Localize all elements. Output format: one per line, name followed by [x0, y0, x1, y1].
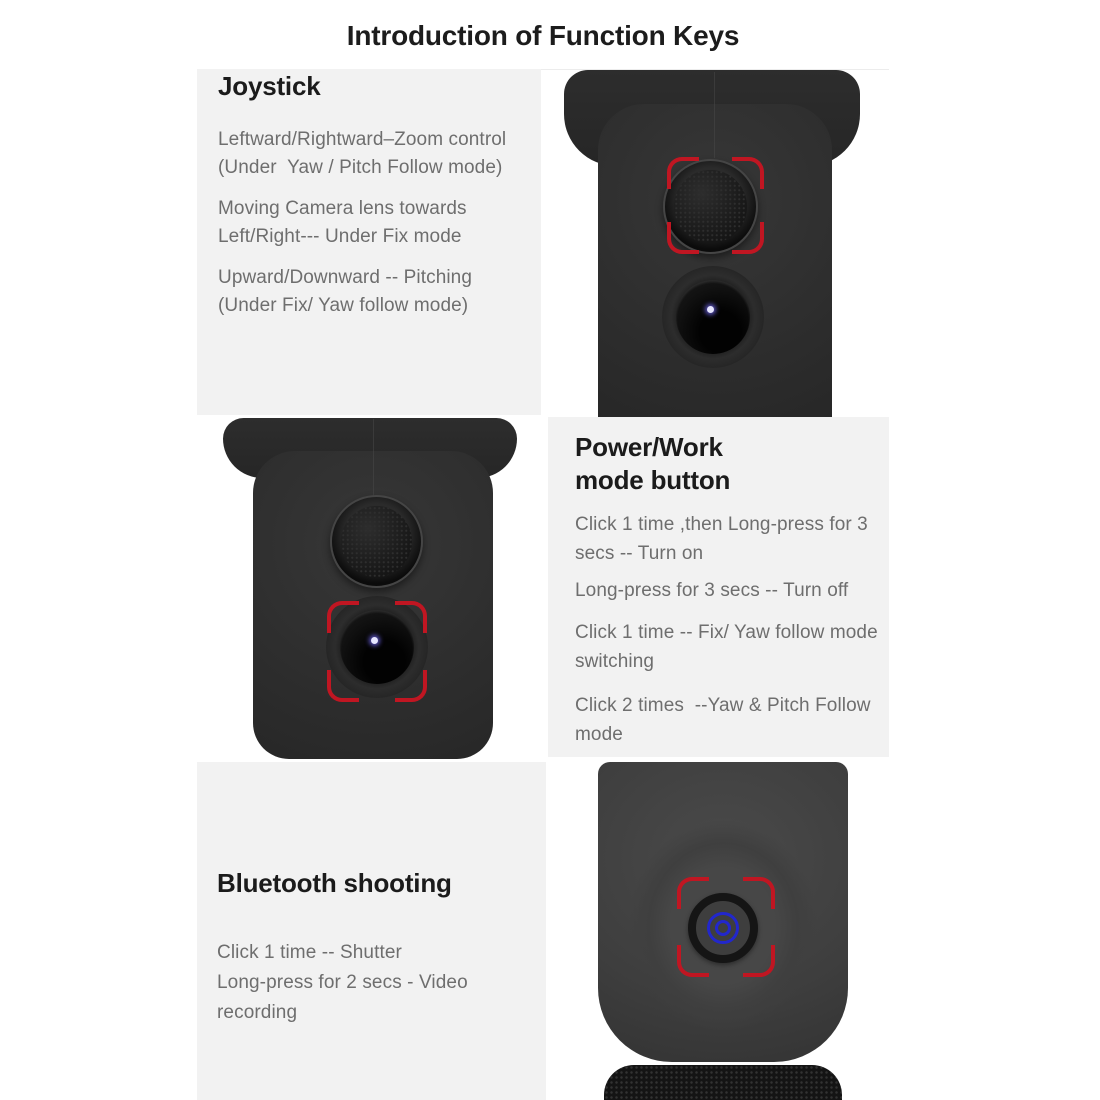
- bracket-corner: [732, 222, 764, 254]
- gimbal-photo-joystick: [541, 69, 889, 419]
- power-paragraph-4: [575, 691, 889, 749]
- bracket-corner: [667, 222, 699, 254]
- text-line: (Under Yaw / Pitch Follow mode): [218, 157, 503, 178]
- gimbal-handle-body: [598, 104, 832, 419]
- page-title: Introduction of Function Keys: [346, 20, 740, 51]
- power-section: [548, 417, 889, 757]
- bracket-corner: [395, 601, 427, 633]
- text-line: switching: [575, 651, 655, 672]
- power-paragraph-3: [575, 618, 889, 676]
- text-line: Long-press for 2 secs - Video recording: [217, 972, 474, 1023]
- power-paragraph-1: [575, 510, 889, 568]
- bluetooth-paragraph: [217, 938, 546, 1028]
- power-paragraph-2: [575, 576, 889, 605]
- bracket-corner: [327, 670, 359, 702]
- bracket-corner: [667, 157, 699, 189]
- text-line: mode: [575, 724, 623, 745]
- text-line: Moving Camera lens towards: [218, 198, 467, 219]
- status-led: [707, 306, 714, 313]
- heading-line: mode button: [575, 465, 731, 495]
- joystick-heading: Joystick: [218, 71, 321, 101]
- focus-bracket-icon: [677, 877, 775, 977]
- text-line: Click 1 time -- Fix/ Yaw follow mode: [575, 622, 878, 643]
- gimbal-photo-bluetooth: [546, 762, 889, 1100]
- text-line: Upward/Downward -- Pitching: [218, 267, 473, 288]
- bracket-corner: [677, 877, 709, 909]
- joystick-paragraph-2: [218, 195, 541, 251]
- focus-bracket-icon: [667, 157, 764, 254]
- power-heading: [575, 431, 889, 497]
- bluetooth-section: [197, 762, 546, 1100]
- text-line: Leftward/Rightward–Zoom control: [218, 129, 507, 150]
- bracket-corner: [327, 601, 359, 633]
- text-line: (Under Fix/ Yaw follow mode): [218, 295, 469, 316]
- bracket-corner: [732, 157, 764, 189]
- joystick-paragraph-1: [218, 126, 541, 182]
- bracket-corner: [395, 670, 427, 702]
- joystick-paragraph-3: [218, 264, 541, 320]
- text-line: Long-press for 3 secs -- Turn off: [575, 580, 849, 601]
- text-line: Click 1 time ,then Long-press for 3: [575, 514, 868, 535]
- joystick-pad: [341, 506, 412, 577]
- joystick-section: [197, 69, 541, 415]
- grip-texture: [604, 1065, 842, 1100]
- seam-line: [373, 419, 374, 497]
- bracket-corner: [743, 945, 775, 977]
- bracket-corner: [743, 877, 775, 909]
- bracket-corner: [677, 945, 709, 977]
- heading-line: Power/Work: [575, 432, 723, 462]
- text-line: secs -- Turn on: [575, 543, 704, 564]
- text-line: Click 2 times --Yaw & Pitch Follow: [575, 695, 871, 716]
- text-line: Click 1 time -- Shutter: [217, 942, 402, 963]
- gimbal-photo-power: [197, 415, 547, 762]
- power-mode-button: [676, 280, 750, 354]
- focus-bracket-icon: [327, 601, 427, 702]
- text-line: Left/Right--- Under Fix mode: [218, 226, 462, 247]
- joystick-button: [330, 495, 423, 588]
- seam-line: [714, 72, 715, 158]
- bluetooth-heading: Bluetooth shooting: [217, 868, 452, 898]
